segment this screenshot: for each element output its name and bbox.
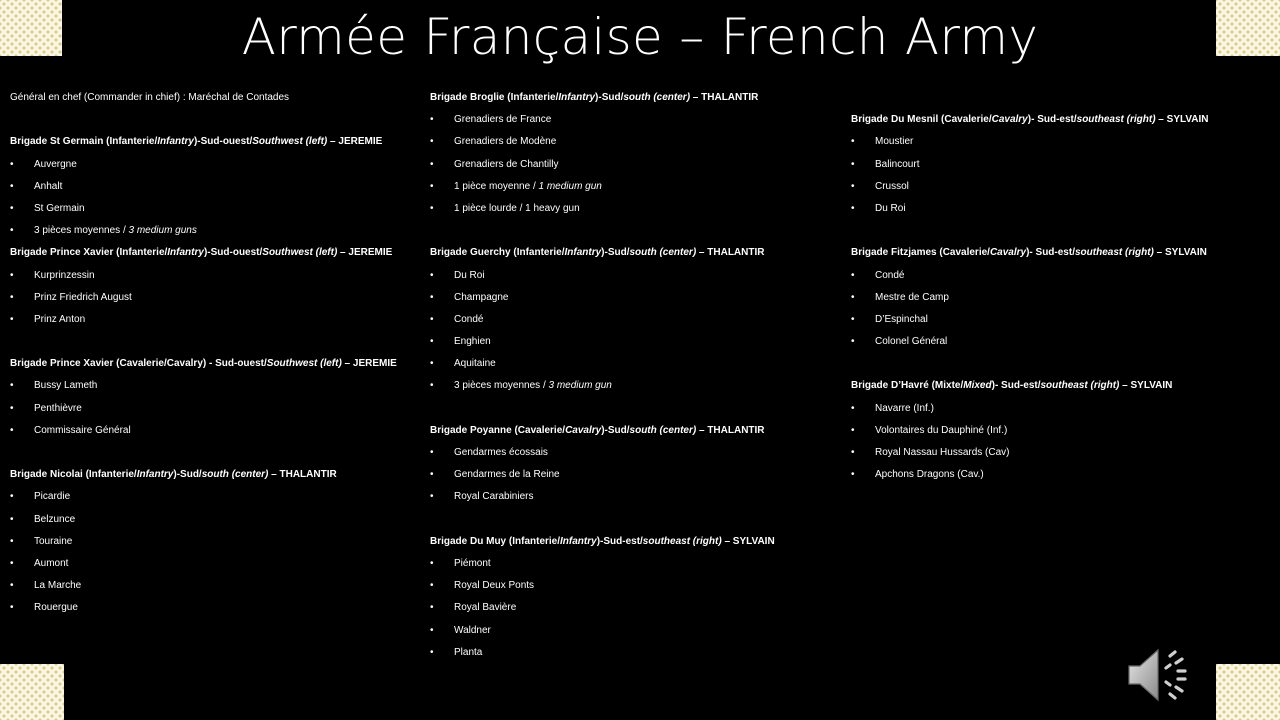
list-item: • Gendarmes de la Reine [430, 464, 840, 486]
list-item: • Royal Carabiniers [430, 486, 840, 508]
list-item: • Planta [430, 642, 840, 664]
list-item: • Gendarmes écossais [430, 442, 840, 464]
brigade-heading: Brigade St Germain (Infanterie/Infantry)-Sud-ouest/Southwest (left) – JEREMIE [10, 136, 383, 148]
list-item: • Bussy Lameth [10, 375, 420, 397]
list-item: • Condé [851, 265, 1271, 287]
list-item: • Rouergue [10, 597, 420, 619]
list-item: • Auvergne [10, 154, 420, 176]
list-item: • Apchons Dragons (Cav.) [851, 464, 1271, 486]
brigade-heading: Brigade Nicolai (Infanterie/Infantry)-Sud/south (center) – THALANTIR [10, 469, 337, 481]
list-item: • Belzunce [10, 509, 420, 531]
list-item: • Kurprinzessin [10, 265, 420, 287]
list-item: • Royal Nassau Hussards (Cav) [851, 442, 1271, 464]
list-item: • 1 pièce lourde / 1 heavy gun [430, 198, 840, 220]
list-item: • Condé [430, 309, 840, 331]
brigade-heading: Brigade Du Mesnil (Cavalerie/Cavalry)- Sud-est/southeast (right) – SYLVAIN [851, 114, 1209, 126]
list-item: • Colonel Général [851, 331, 1271, 353]
list-item: • Prinz Friedrich August [10, 287, 420, 309]
list-item: • Volontaires du Dauphiné (Inf.) [851, 420, 1271, 442]
brigade-heading: Brigade D’Havré (Mixte/Mixed)- Sud-est/southeast (right) – SYLVAIN [851, 380, 1173, 392]
corner-pattern-bottom-left [0, 664, 64, 720]
list-item: • Moustier [851, 131, 1271, 153]
column-middle [430, 87, 840, 664]
list-item: • Grenadiers de France [430, 109, 840, 131]
list-item: • Enghien [430, 331, 840, 353]
list-item: • Commissaire Général [10, 420, 420, 442]
list-item: • Piémont [430, 553, 840, 575]
list-item: • Mestre de Camp [851, 287, 1271, 309]
list-item: • Anhalt [10, 176, 420, 198]
list-item: • Aumont [10, 553, 420, 575]
list-item: • 3 pièces moyennes / 3 medium guns [10, 220, 420, 242]
list-item: • Penthièvre [10, 398, 420, 420]
list-item: • Touraine [10, 531, 420, 553]
list-item: • Aquitaine [430, 353, 840, 375]
list-item: • D’Espinchal [851, 309, 1271, 331]
list-item: • Royal Bavière [430, 597, 840, 619]
commander-line: Général en chef (Commander in chief) : Maréchal de Contades [10, 92, 290, 103]
list-item: • Waldner [430, 620, 840, 642]
list-item: • Champagne [430, 287, 840, 309]
list-item: • Du Roi [430, 265, 840, 287]
list-item: • Balincourt [851, 154, 1271, 176]
column-right [851, 87, 1271, 486]
brigade-heading: Brigade Poyanne (Cavalerie/Cavalry)-Sud/south (center) – THALANTIR [430, 424, 765, 436]
brigade-heading: Brigade Broglie (Infanterie/Infantry)-Sud/south (center) – THALANTIR [430, 92, 759, 103]
corner-pattern-bottom-right [1216, 664, 1280, 720]
brigade-heading: Brigade Du Muy (Infanterie/Infantry)-Sud-est/southeast (right) – SYLVAIN [430, 535, 775, 547]
list-item: • 3 pièces moyennes / 3 medium gun [430, 375, 840, 397]
list-item: • Royal Deux Ponts [430, 575, 840, 597]
brigade-heading: Brigade Guerchy (Infanterie/Infantry)-Sud/south (center) – THALANTIR [430, 247, 765, 259]
list-item: • Grenadiers de Modène [430, 131, 840, 153]
brigade-heading: Brigade Fitzjames (Cavalerie/Cavalry)- Sud-est/southeast (right) – SYLVAIN [851, 247, 1207, 259]
brigade-heading: Brigade Prince Xavier (Infanterie/Infantry)-Sud-ouest/Southwest (left) – JEREMIE [10, 247, 393, 259]
speaker-icon[interactable] [1126, 646, 1190, 704]
list-item: • St Germain [10, 198, 420, 220]
list-item: • Navarre (Inf.) [851, 398, 1271, 420]
list-item: • La Marche [10, 575, 420, 597]
list-item: • Grenadiers de Chantilly [430, 154, 840, 176]
brigade-heading: Brigade Prince Xavier (Cavalerie/Cavalry) - Sud-ouest/Southwest (left) – JEREMIE [10, 358, 397, 370]
column-left [10, 87, 420, 620]
list-item: • Picardie [10, 486, 420, 508]
list-item: • Du Roi [851, 198, 1271, 220]
slide-title: Armée Française – French Army [241, 8, 1039, 66]
list-item: • Prinz Anton [10, 309, 420, 331]
list-item: • 1 pièce moyenne / 1 medium gun [430, 176, 840, 198]
list-item: • Crussol [851, 176, 1271, 198]
